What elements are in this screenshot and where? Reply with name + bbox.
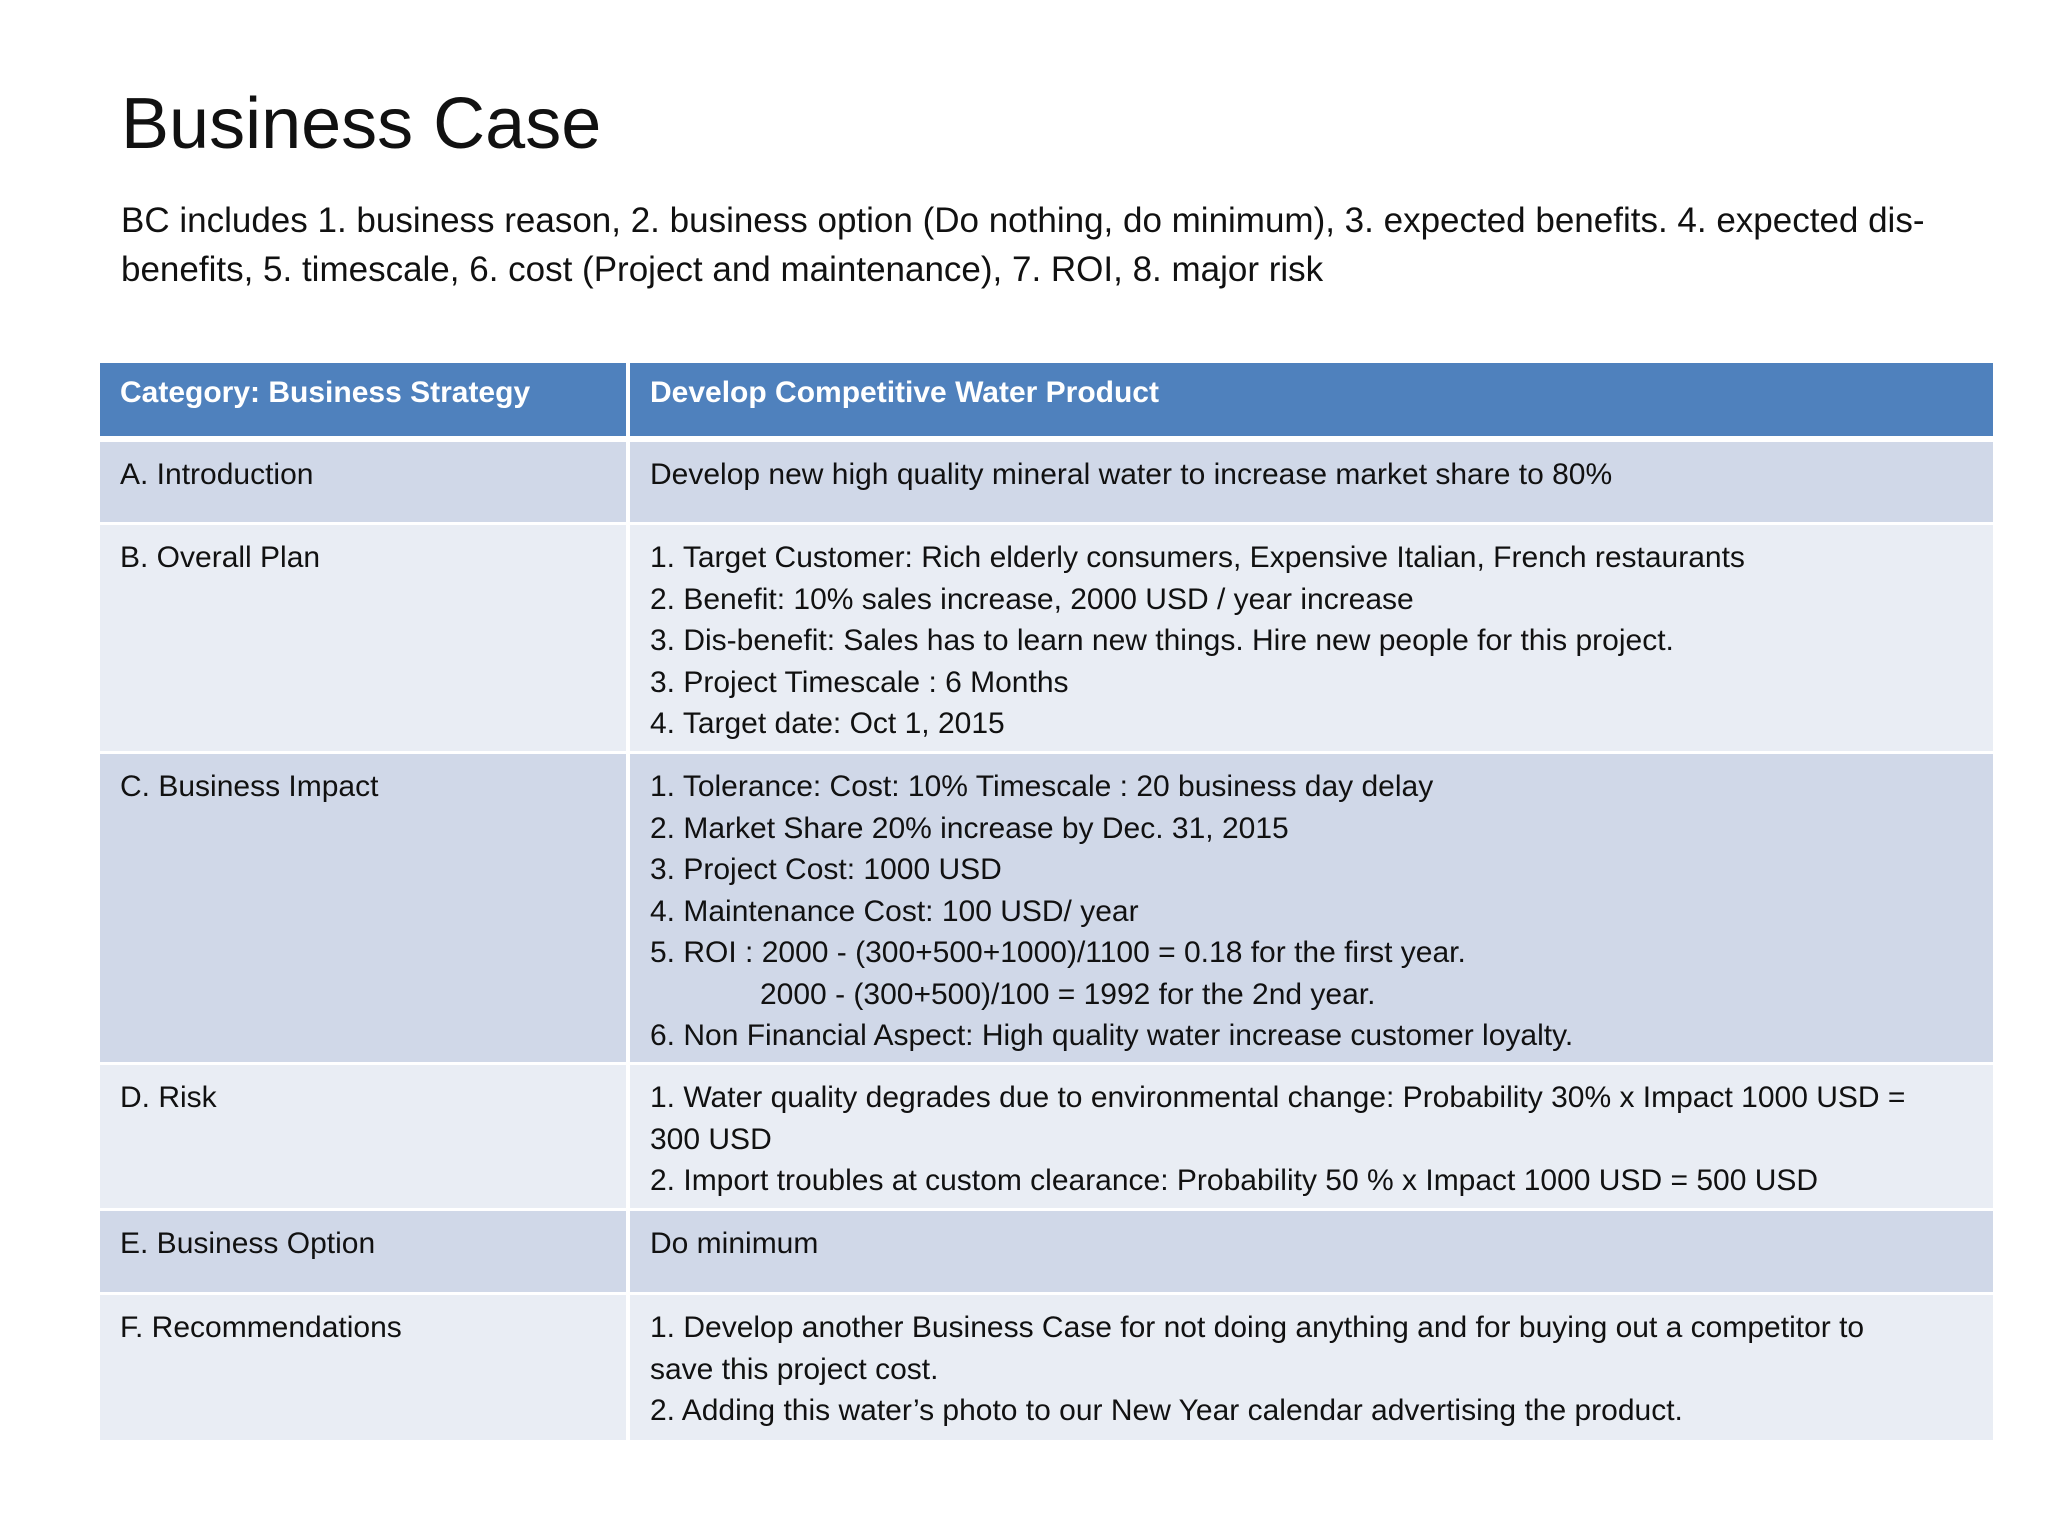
row-line: 3. Project Cost: 1000 USD bbox=[650, 853, 1002, 886]
table-row bbox=[100, 1065, 1993, 1211]
row-value bbox=[630, 1295, 1993, 1440]
row-key: D. Risk bbox=[100, 1065, 630, 1211]
header-project: Develop Competitive Water Product bbox=[630, 363, 1993, 442]
row-value bbox=[630, 1065, 1993, 1211]
row-key: C. Business Impact bbox=[100, 754, 630, 1065]
row-line: 1. Tolerance: Cost: 10% Timescale : 20 business day delay bbox=[650, 770, 1434, 803]
row-line: 2. Import troubles at custom clearance: Probability 50 % x Impact 1000 USD = 500 USD bbox=[650, 1164, 1819, 1197]
row-value bbox=[630, 525, 1993, 754]
row-key: B. Overall Plan bbox=[100, 525, 630, 754]
header-category: Category: Business Strategy bbox=[100, 363, 630, 442]
row-key: E. Business Option bbox=[100, 1211, 630, 1295]
table-row bbox=[100, 442, 1993, 525]
row-line: 3. Dis-benefit: Sales has to learn new things. Hire new people for this project. bbox=[650, 624, 1674, 657]
row-line: save this project cost. bbox=[650, 1352, 939, 1386]
row-line: 2000 - (300+500)/100 = 1992 for the 2nd year. bbox=[760, 977, 1376, 1011]
row-value bbox=[630, 442, 1993, 525]
table-row bbox=[100, 754, 1993, 1065]
row-key: F. Recommendations bbox=[100, 1295, 630, 1440]
row-line: 1. Water quality degrades due to environmental change: Probability 30% x Impact 1000 USD = bbox=[650, 1081, 1906, 1114]
row-line: 2. Market Share 20% increase by Dec. 31, 2015 bbox=[650, 811, 1289, 845]
row-line: 5. ROI : 2000 - (300+500+1000)/1100 = 0.18 for the first year. bbox=[650, 936, 1466, 969]
row-value bbox=[630, 754, 1993, 1065]
row-line: 1. Develop another Business Case for not doing anything and for buying out a competitor to bbox=[650, 1311, 1865, 1344]
subtitle-line: BC includes 1. business reason, 2. business option (Do nothing, do minimum), 3. expected benefits. 4. expected dis- bbox=[121, 201, 1925, 240]
table-row bbox=[100, 1211, 1993, 1295]
row-value bbox=[630, 1211, 1993, 1295]
row-line: Do minimum bbox=[650, 1227, 819, 1260]
row-line: 1. Target Customer: Rich elderly consumers, Expensive Italian, French restaurants bbox=[650, 541, 1745, 574]
row-line: 3. Project Timescale : 6 Months bbox=[650, 665, 1069, 699]
subtitle-line: benefits, 5. timescale, 6. cost (Project and maintenance), 7. ROI, 8. major risk bbox=[121, 250, 1324, 289]
row-line: 4. Target date: Oct 1, 2015 bbox=[650, 707, 1005, 740]
table-row bbox=[100, 1295, 1993, 1440]
slide-title: Business Case bbox=[121, 84, 602, 164]
row-line: 300 USD bbox=[650, 1122, 772, 1156]
table-row bbox=[100, 525, 1993, 754]
row-line: 2. Adding this water’s photo to our New Year calendar advertising the product. bbox=[650, 1394, 1683, 1427]
row-key: A. Introduction bbox=[100, 442, 630, 525]
row-line: 6. Non Financial Aspect: High quality water increase customer loyalty. bbox=[650, 1019, 1574, 1052]
table bbox=[100, 363, 1993, 1440]
table-header-row bbox=[100, 363, 1993, 442]
row-line: 4. Maintenance Cost: 100 USD/ year bbox=[650, 894, 1139, 928]
row-line: 2. Benefit: 10% sales increase, 2000 USD / year increase bbox=[650, 582, 1414, 616]
row-line: Develop new high quality mineral water to increase market share to 80% bbox=[650, 458, 1613, 491]
business-case-table bbox=[100, 363, 1993, 1440]
slide-subtitle bbox=[121, 196, 2021, 294]
